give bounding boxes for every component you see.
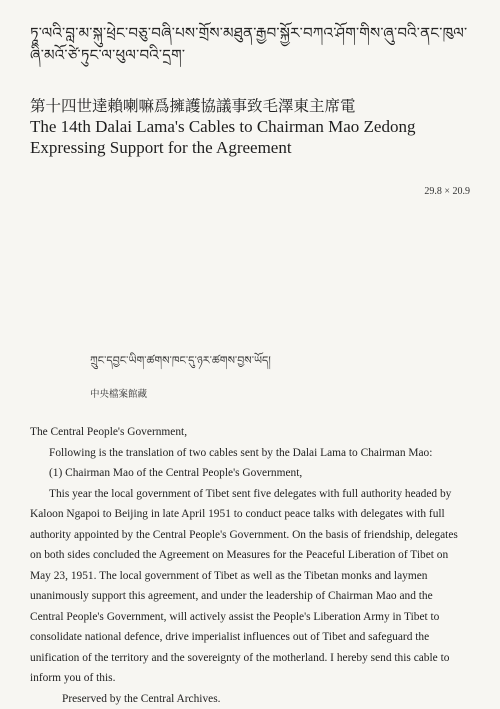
chinese-title: 第十四世達賴喇嘛爲擁護協議事致毛澤東主席電 [30, 96, 470, 116]
preserved-note: Preserved by the Central Archives. [30, 689, 468, 709]
salutation: The Central People's Government, [30, 422, 468, 443]
tibetan-title: ཏཱ་ལའི་བླ་མ་སྐུ་ཕྲེང་བཅུ་བཞི་པས་གྲོས་མཐུན་རྒྱབ་སྐྱོར་བཀའ་ཤོག་གིས་ཞུ་བའི་ནང་ཁུལ་ཞི་མའོ་ཙེ་ཏུང་ལ་ཕུལ་བའི་དྲག་ [30, 22, 470, 66]
english-title: The 14th Dalai Lama's Cables to Chairman Mao Zedong Expressing Support for the Agreement [30, 116, 480, 158]
main-paragraph: This year the local government of Tibet sent five delegates with full authority headed by Kaloon Ngapoi to Beijing in late April 1951 to conduct peace talks with delegates with full authority appointed by the Central People's Government. On the basis of friendship, delegates on both sides concluded the Agreement on Measures for the Peaceful Liberation of Tibet on May 23, 1951. The local government of Tibet as well as the Tibetan monks and laymen unanimously support this agreement, and under the leadership of Chairman Mao and the Central People's Government, will actively assist the People's Liberation Army in Tibet to consolidate national defence, drive imperialist influences out of Tibet and safeguard the unification of the territory and the sovereignty of the motherland. I hereby send this cable to inform you of this. [30, 484, 468, 689]
document-dimensions: 29.8 × 20.9 [424, 186, 470, 197]
tibetan-source-caption: ཀྲུང་དབྱང་ཡིག་ཚགས་ཁང་དུ་ཉར་ཚགས་བྱས་ཡོད། [90, 348, 271, 379]
chinese-source-caption: 中央檔案館藏 [90, 386, 147, 400]
translation-body [30, 422, 468, 709]
cable-header: (1) Chairman Mao of the Central People's Government, [30, 463, 468, 484]
intro-line: Following is the translation of two cables sent by the Dalai Lama to Chairman Mao: [30, 443, 468, 464]
